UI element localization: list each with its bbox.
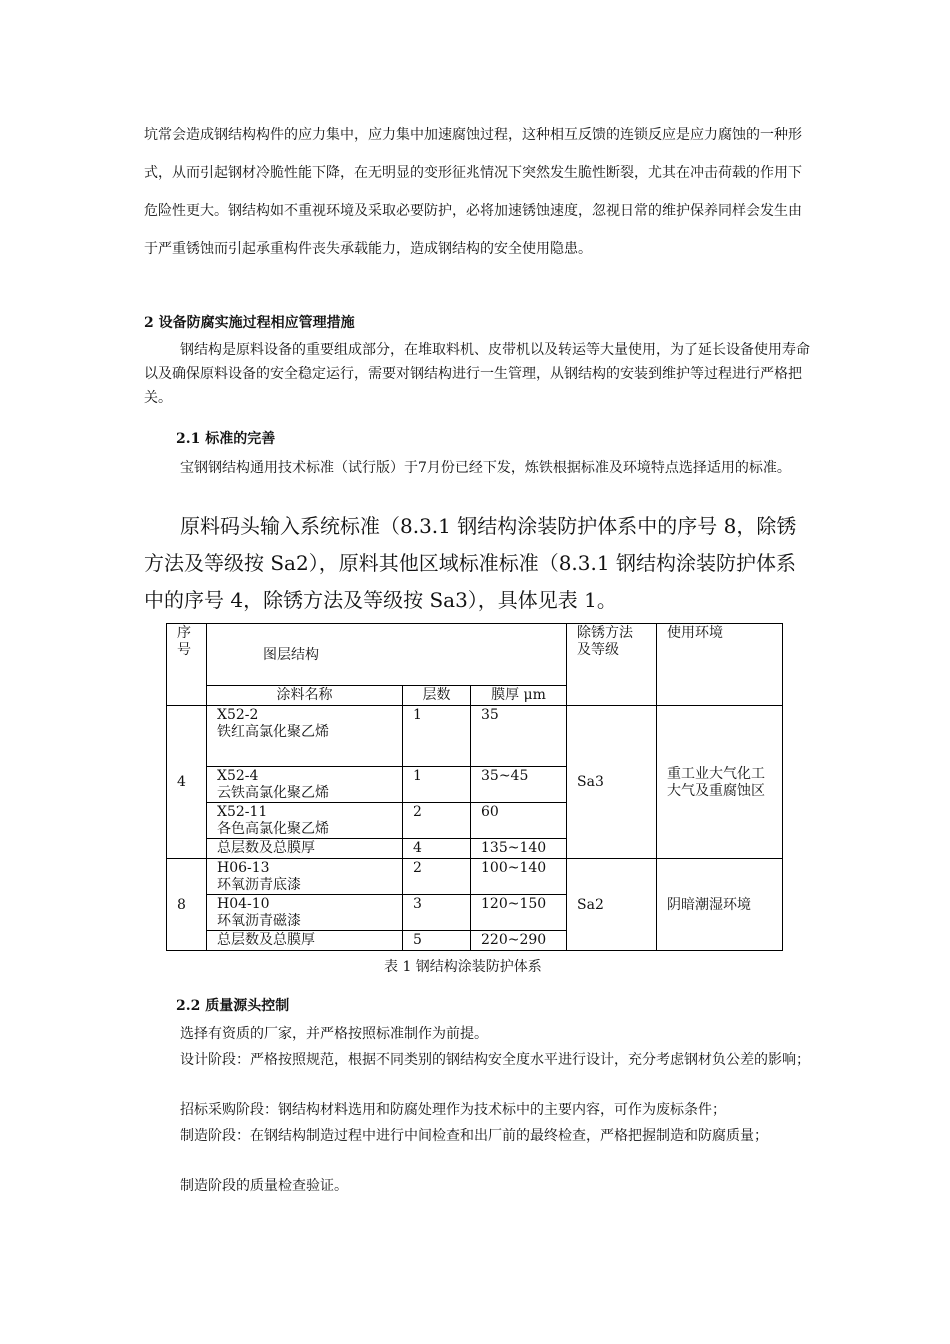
header-thickness: 膜厚 μm — [471, 686, 567, 706]
paragraph-management: 钢结构是原料设备的重要组成部分，在堆取料机、皮带机以及转运等大量使用，为了延长设备使用寿命以及确保原料设备的安全稳定运行，需要对钢结构进行一生管理，从钢结构的安装到维护等过程进行严格把关。 — [144, 342, 810, 406]
paragraph-quality-1: 选择有资质的厂家，并严格按照标准制作为前提。 — [180, 1026, 488, 1042]
coating-code: H04-10 — [217, 896, 270, 912]
layer-count: 2 — [403, 859, 471, 895]
table-row — [167, 859, 783, 895]
paragraph-quality-manufacturing: 制造阶段：在钢结构制造过程中进行中间检查和出厂前的最终检查，严格把握制造和防腐质量； — [180, 1128, 768, 1144]
coating-name: 各色高氯化聚乙烯 — [217, 821, 329, 837]
coating-name: 铁红高氯化聚乙烯 — [217, 724, 329, 740]
coating-system-table — [166, 623, 783, 951]
group2-seq: 8 — [167, 859, 207, 951]
section-heading-2-2: 2.2 质量源头控制 — [176, 998, 290, 1014]
group1-environment: 重工业大气化工大气及重腐蚀区 — [657, 706, 783, 859]
total-thickness: 220~290 — [471, 931, 567, 951]
paragraph-quality-bidding: 招标采购阶段：钢结构材料选用和防腐处理作为技术标中的主要内容，可作为废标条件； — [180, 1102, 726, 1118]
header-environment: 使用环境 — [657, 624, 783, 706]
coating-code: H06-13 — [217, 860, 270, 876]
table-row — [167, 706, 783, 767]
layer-count: 3 — [403, 895, 471, 931]
paragraph-quality-verification: 制造阶段的质量检查验证。 — [180, 1178, 348, 1194]
group1-seq: 4 — [167, 706, 207, 859]
coating-name: 云铁高氯化聚乙烯 — [217, 785, 329, 801]
total-count: 4 — [403, 839, 471, 859]
total-label: 总层数及总膜厚 — [207, 839, 403, 859]
total-label: 总层数及总膜厚 — [207, 931, 403, 951]
film-thickness: 60 — [471, 803, 567, 839]
film-thickness: 120~150 — [471, 895, 567, 931]
coating-name: 环氧沥青磁漆 — [217, 913, 301, 929]
layer-count: 1 — [403, 767, 471, 803]
header-layer-structure: 图层结构 — [207, 624, 567, 686]
group2-environment: 阴暗潮湿环境 — [657, 859, 783, 951]
header-seq: 序号 — [167, 624, 207, 706]
layer-count: 2 — [403, 803, 471, 839]
group1-method: Sa3 — [567, 706, 657, 859]
paragraph-quality-design: 设计阶段：严格按照规范，根据不同类别的钢结构安全度水平进行设计，充分考虑钢材负公差的影响； — [180, 1052, 810, 1068]
coating-code: X52-2 — [217, 707, 259, 723]
group2-method: Sa2 — [567, 859, 657, 951]
section-heading-2-1: 2.1 标准的完善 — [176, 431, 276, 447]
header-layer-count: 层数 — [403, 686, 471, 706]
paragraph-standard: 宝钢钢结构通用技术标准（试行版）于7月份已经下发，炼铁根据标准及环境特点选择适用的标准。 — [180, 460, 791, 476]
coating-code: X52-11 — [217, 804, 268, 820]
header-coating-name: 涂料名称 — [207, 686, 403, 706]
section-heading-2: 2 设备防腐实施过程相应管理措施 — [144, 315, 355, 331]
coating-code: X52-4 — [217, 768, 259, 784]
table-caption: 表 1 钢结构涂装防护体系 — [384, 959, 542, 975]
film-thickness: 35~45 — [471, 767, 567, 803]
layer-count: 1 — [403, 706, 471, 767]
film-thickness: 100~140 — [471, 859, 567, 895]
total-count: 5 — [403, 931, 471, 951]
coating-name: 环氧沥青底漆 — [217, 877, 301, 893]
total-thickness: 135~140 — [471, 839, 567, 859]
paragraph-standard-detail: 原料码头输入系统标准（8.3.1 钢结构涂装防护体系中的序号 8，除锈方法及等级按 Sa2），原料其他区域标准标准（8.3.1 钢结构涂装防护体系中的序号 4，除锈方法及等级按 Sa3），具体见表 1。 — [144, 514, 797, 612]
film-thickness: 35 — [471, 706, 567, 767]
paragraph-corrosion: 坑常会造成钢结构构件的应力集中，应力集中加速腐蚀过程，这种相互反馈的连锁反应是应力腐蚀的一种形式，从而引起钢材冷脆性能下降，在无明显的变形征兆情况下突然发生脆性断裂，尤其在冲击荷载的作用下危险性更大。钢结构如不重视环境及采取必要防护，必将加速锈蚀速度，忽视日常的维护保养同样会发生由于严重锈蚀而引起承重构件丧失承载能力，造成钢结构的安全使用隐患。 — [144, 127, 802, 257]
header-rust-method: 除锈方法及等级 — [567, 624, 657, 706]
